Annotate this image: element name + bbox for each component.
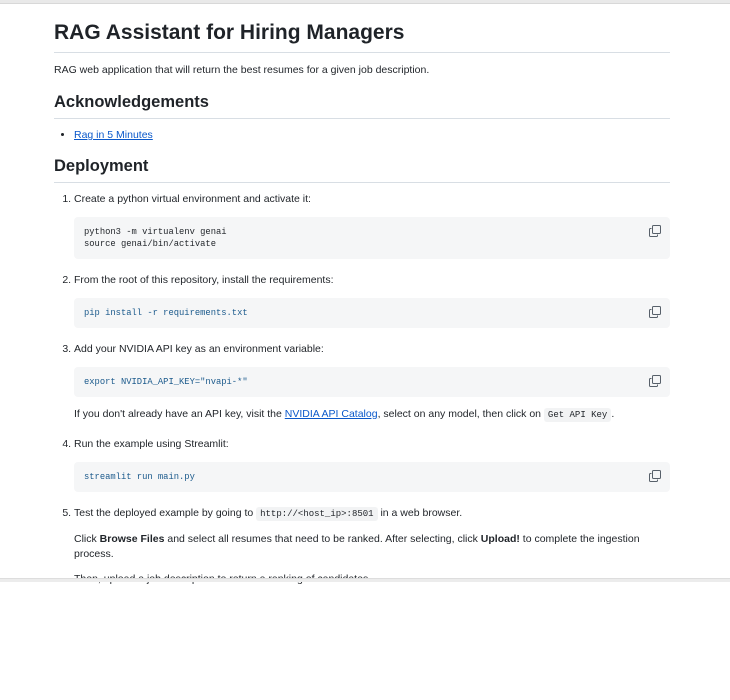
acknowledgements-list <box>54 128 670 143</box>
nvidia-api-catalog-link[interactable]: NVIDIA API Catalog <box>284 408 378 420</box>
step-3 <box>74 342 670 423</box>
host-url-code: http://<host_ip>:8501 <box>256 507 377 521</box>
step-3-text: Add your NVIDIA API key as an environment variable: <box>74 343 324 355</box>
code-install: pip install -r requirements.txt <box>84 308 248 318</box>
upload-instructions: Click Browse Files and select all resumes that need to be ranked. After selecting, click Upload! to complete the ingestion process. <box>74 533 640 560</box>
readme-article <box>54 20 670 587</box>
code-streamlit: streamlit run main.py <box>84 472 195 482</box>
copy-icon[interactable] <box>649 375 661 387</box>
code-block-install <box>74 298 670 328</box>
code-venv: python3 -m virtualenv genai source genai/bin/activate <box>84 227 227 249</box>
step-1-text: Create a python virtual environment and activate it: <box>74 193 311 205</box>
step-4 <box>74 437 670 492</box>
step-5-text: Test the deployed example by going to http://<host_ip>:8501 in a web browser. <box>74 507 463 519</box>
api-key-note: If you don't already have an API key, visit the NVIDIA API Catalog, select on any model, then click on Get API Key . <box>74 408 615 420</box>
step-2 <box>74 273 670 328</box>
list-item <box>74 128 670 143</box>
step-2-text: From the root of this repository, install the requirements: <box>74 274 334 286</box>
bottom-divider <box>0 578 730 582</box>
intro-paragraph: RAG web application that will return the best resumes for a given job description. <box>54 64 430 76</box>
code-block-export <box>74 367 670 397</box>
deployment-heading: Deployment <box>54 156 670 183</box>
rag-in-5-minutes-link[interactable]: Rag in 5 Minutes <box>74 129 153 141</box>
step-5 <box>74 506 670 587</box>
copy-icon[interactable] <box>649 225 661 237</box>
page-title: RAG Assistant for Hiring Managers <box>54 20 670 53</box>
top-divider <box>0 0 730 4</box>
copy-icon[interactable] <box>649 306 661 318</box>
step-4-text: Run the example using Streamlit: <box>74 438 229 450</box>
acknowledgements-heading: Acknowledgements <box>54 92 670 119</box>
code-export: export NVIDIA_API_KEY="nvapi-*" <box>84 377 248 387</box>
step-1 <box>74 192 670 259</box>
copy-icon[interactable] <box>649 470 661 482</box>
code-block-venv <box>74 217 670 259</box>
code-block-streamlit <box>74 462 670 492</box>
get-api-key-code: Get API Key <box>544 408 611 422</box>
deployment-steps <box>54 192 670 587</box>
